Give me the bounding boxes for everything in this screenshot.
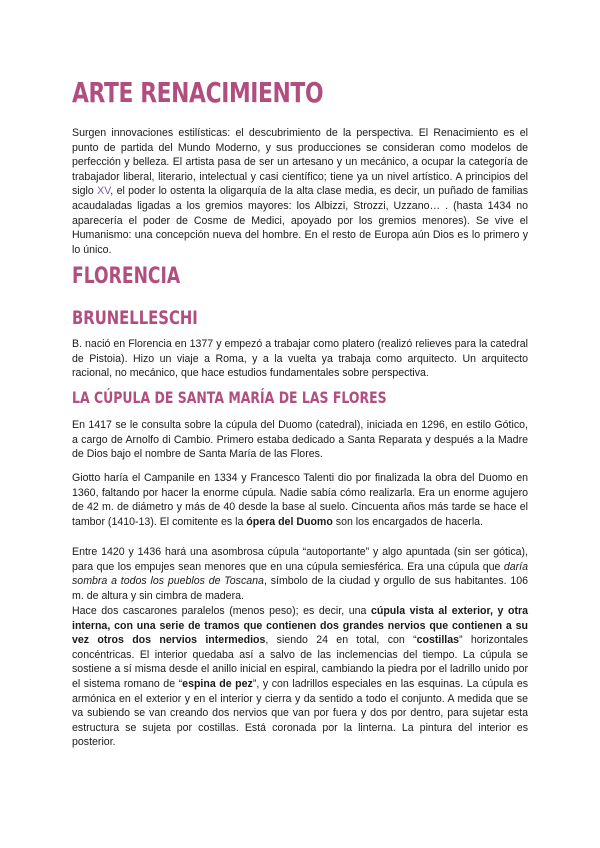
- cupula-p4-text-a: Hace dos cascarones paralelos (menos peso); es decir, una: [72, 605, 371, 617]
- brunelleschi-paragraph: B. nació en Florencia en 1377 y empezó a trabajar como platero (realizó relieves para la catedral de Pistoia). Hizo un viaje a Roma, y a la vuelta ya trabaja como arquitecto. Un arquitecto racional, no mecánico, que hace estudios fundamentales sobre perspectiva.: [72, 338, 528, 380]
- cupula-p4-text-c: , siendo 24 en total, con “: [265, 634, 417, 647]
- opera-del-duomo-text: ópera del Duomo: [246, 515, 333, 528]
- espina-de-pez-text: espina de pez: [182, 677, 253, 690]
- section-heading-cupula: LA CÚPULA DE SANTA MARÍA DE LAS FLORES: [72, 388, 387, 407]
- costillas-text: costillas: [416, 634, 460, 647]
- century-text: XV: [97, 185, 111, 198]
- cupula-p2-text-c: son los encargados de hacerla.: [332, 515, 484, 528]
- cupula-bold-text: cúpula vista al exterior, y otra interna, con una serie de tramos que contienen dos grandes nervios que contienen a su vez otros dos nervios intermedios: [72, 605, 528, 647]
- intro-text-2: , el poder lo ostenta la oligarquía de la alta clase media, es decir, un puñado de familias acaudaladas ligadas a los gremios mayores: los Albizzi, Strozzi, Uzzano… . (hasta 1434 no aparecería el poder de Cosme de Medici, apoyado por los gremios menores). Se vive el Humanismo: una concepción nueva del hombre. En el resto de Europa aún Dios es lo primero y lo único.: [72, 185, 528, 256]
- cupula-p3-text-a: Entre 1420 y 1436 hará una asombrosa cúpula “autoportante” y algo apuntada (sin ser gótica), para que los empujes sean menores que en una cúpula semiesférica. Era una cúpula que: [72, 546, 528, 573]
- intro-text-1: Surgen innovaciones estilísticas: el descubrimiento de la perspectiva. El Renacimiento es el punto de partida del Mundo Moderno, y sus producciones se consideran como modelos de perfección y belleza. El artista pasa de ser un artesano y un mecánico, a ocupar la categoría de trabajador liberal, literario, intelectual y casi científico; tiene ya un nivel artístico. A principios del siglo: [72, 127, 528, 198]
- cupula-p3-text-c: , símbolo de la ciudad y orgullo de sus habitantes. 106 m. de altura y sin cimbra de madera.: [72, 575, 529, 602]
- cupula-p4-text-e: ” horizontales concéntricas. El interior quedaba así a salvo de las inclemencias del tiempo. La cúpula se sostiene a sí misma desde el anillo inicial en espiral, cambiando la piedra por el ladrillo unido por el sistema romano de “: [72, 634, 528, 690]
- intro-paragraph: [72, 126, 528, 257]
- cupula-paragraph-1: En 1417 se le consulta sobre la cúpula del Duomo (catedral), iniciada en 1296, en estilo Gótico, a cargo de Arnolfo di Cambio. Primero estaba dedicado a Santa Reparata y después a la Madre de Dios bajo el nombre de Santa María de las Flores.: [72, 419, 528, 461]
- cupula-p2-text-a: Giotto haría el Campanile en 1334 y Francesco Talenti dio por finalizada la obra del Duomo en 1360, faltando por hacer la enorme cúpula. Nadie sabía cómo realizarla. Era un enorme agujero de 42 m. de diámetro y más de 40 desde la base al suelo. Cincuenta años más tarde se hace el tambor (1410-13). El comitente es la: [72, 472, 528, 528]
- page-title: ARTE RENACIMIENTO: [72, 76, 324, 109]
- cupula-paragraph-4: [72, 604, 528, 750]
- cupula-paragraph-2: [72, 471, 528, 529]
- section-heading-brunelleschi: BRUNELLESCHI: [72, 307, 198, 329]
- cupula-paragraph-3: [72, 545, 528, 603]
- cupula-quote-text: daría sombra a todos los pueblos de Toscana: [72, 560, 528, 588]
- cupula-p4-text-g: ”, y con ladrillos especiales en las esquinas. La cúpula es armónica en el exterior y en el interior y cierra y da sentido a todo el conjunto. A medida que se va subiendo se van creando dos nervios que van por fuera y dos por dentro, para sujetar esta estructura se sujeta por costillas. Está coronada por la linterna. La pintura del interior es posterior.: [72, 677, 529, 749]
- section-heading-florencia: FLORENCIA: [72, 264, 181, 289]
